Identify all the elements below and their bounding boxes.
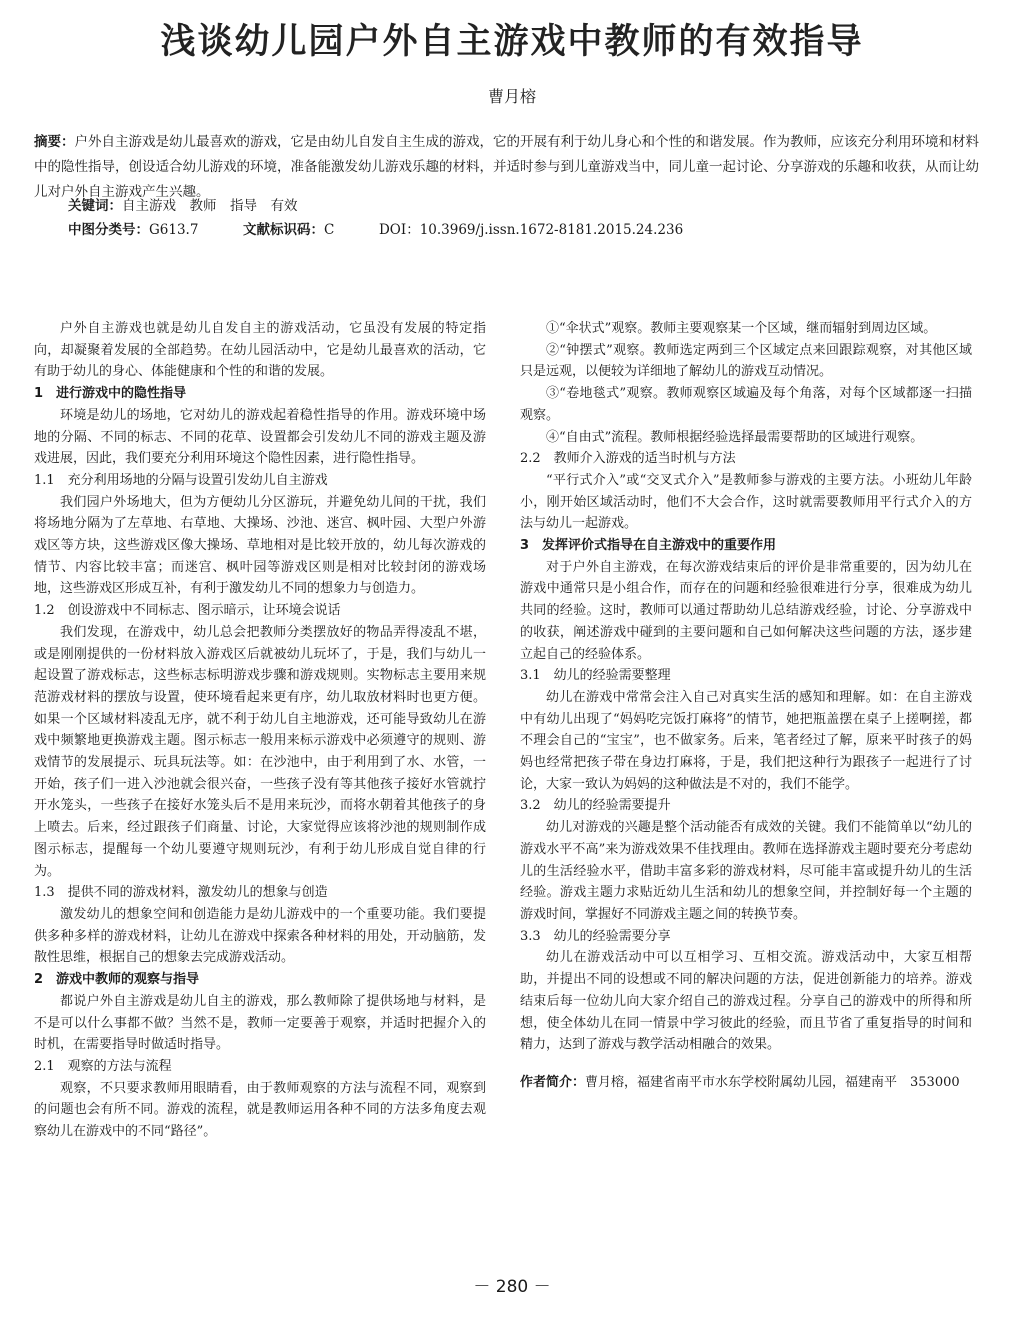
author-bio-text: 曹月榕，福建省南平市水东学校附属幼儿园，福建南平 353000	[585, 1074, 960, 1090]
keywords-label: 关键词：	[68, 198, 122, 214]
observation-method-4: ④“自由式”流程。教师根据经验选择最需要帮助的区域进行观察。	[546, 429, 924, 445]
section-3-1-paragraph: 幼儿在游戏中常常会注入自己对真实生活的感知和理解。如：在自主游戏中有幼儿出现了“妈妈吃完饭打麻将”的情节，她把瓶盖摆在桌子上搓啊搓，都不理会自己的“宝宝”，也不做家务。后来，笔者经过了解，原来平时孩子的妈妈也经常把孩子带在身边打麻将，于是，我们把这种行为跟孩子一起进行了讨论，大家一致认为妈妈的这种做法是不对的，我们不能学。	[520, 689, 972, 792]
abstract-label: 摘要：	[34, 134, 75, 150]
section-3-2-paragraph: 幼儿对游戏的兴趣是整个活动能否有成效的关键。我们不能简单以“幼儿的游戏水平不高”来为游戏效果不佳找理由。教师在选择游戏主题时要充分考虑幼儿的生活经验水平，借助丰富多彩的游戏材料，尽可能丰富或提升幼儿的生活经验。游戏主题力求贴近幼儿生活和幼儿的想象空间，并控制好每一个主题的游戏时间，掌握好不同游戏主题之间的转换节奏。	[520, 820, 972, 922]
left-column	[34, 318, 486, 1143]
section-3-paragraph: 对于户外自主游戏，在每次游戏结束后的评价是非常重要的，因为幼儿在游戏中通常只是小组合作，而存在的问题和经验很难进行分享，很难成为幼儿共同的经验。这时，教师可以通过帮助幼儿总结游戏经验，讨论、分享游戏中的收获，阐述游戏中碰到的主要问题和自己如何解决这些问题的方法，逐步建立起自己的经验体系。	[520, 559, 972, 662]
section-3-1-heading: 3.1 幼儿的经验需要整理	[520, 668, 671, 684]
section-1-3-heading: 1.3 提供不同的游戏材料，激发幼儿的想象与创造	[34, 885, 328, 901]
intro-paragraph: 户外自主游戏也就是幼儿自发自主的游戏活动，它虽没有发展的特定指向，却凝聚着发展的全部趋势。在幼儿园活动中，它是幼儿最喜欢的活动，它有助于幼儿的身心、体能健康和个性的和谐的发展。	[34, 321, 486, 380]
author-name: 曹月榕	[487, 87, 536, 106]
clc-value: G613.7	[149, 222, 199, 238]
section-1-1-paragraph: 我们园户外场地大，但为方便幼儿分区游玩，并避免幼儿间的干扰，我们将场地分隔为了左草地、右草地、大操场、沙池、迷宫、枫叶园、大型户外游戏区等方块，这些游戏区像大操场、草地相对是比较开放的，幼儿每次游戏的情节、内容比较丰富；而迷宫、枫叶园等游戏区则是相对比较封闭的游戏场地，这些游戏区形成互补，有利于激发幼儿不同的想象力与创造力。	[34, 494, 486, 597]
author-bio-label: 作者简介：	[520, 1074, 586, 1090]
section-1-paragraph: 环境是幼儿的场地，它对幼儿的游戏起着稳性指导的作用。游戏环境中场地的分隔、不同的标志、不同的花草、设置都会引发幼儿不同的游戏主题及游戏进展，因此，我们要充分利用环境这个隐性因素，进行隐性指导。	[34, 407, 486, 467]
section-2-2-paragraph: “平行式介入”或“交叉式介入”是教师参与游戏的主要方法。小班幼儿年龄小，刚开始区域活动时，他们不大会合作，这时就需要教师用平行式介入的方法与幼儿一起游戏。	[520, 472, 972, 532]
section-2-heading: 2 游戏中教师的观察与指导	[34, 972, 200, 988]
section-2-paragraph: 都说户外自主游戏是幼儿自主的游戏，那么教师除了提供场地与材料，是不是可以什么事都不做？当然不是，教师一定要善于观察，并适时把握介入的时机，在需要指导时做适时指导。	[34, 993, 486, 1053]
right-column	[520, 318, 972, 1094]
section-1-heading: 1 进行游戏中的隐性指导	[34, 386, 187, 402]
doc-code-value: C	[324, 222, 335, 238]
clc-label: 中图分类号：	[68, 222, 149, 238]
section-1-2-heading: 1.2 创设游戏中不同标志、图示暗示，让环境会说话	[34, 603, 341, 619]
section-3-3-paragraph: 幼儿在游戏活动中可以互相学习、互相交流。游戏活动中，大家互相帮助，并提出不同的设想或不同的解决问题的方法，促进创新能力的培养。游戏结束后每一位幼儿向大家介绍自己的游戏过程。分享自己的游戏中的所得和所想，使全体幼儿在同一情景中学习彼此的经验，而且节省了重复指导的时间和精力，达到了游戏与教学活动相融合的效果。	[520, 950, 972, 1053]
observation-method-2: ②“钟摆式”观察。教师选定两到三个区域定点来回跟踪观察，对其他区域只是远观，以便较为详细地了解幼儿的游戏互动情况。	[520, 342, 972, 380]
section-2-1-heading: 2.1 观察的方法与流程	[34, 1058, 172, 1074]
section-1-2-paragraph: 我们发现，在游戏中，幼儿总会把教师分类摆放好的物品弄得凌乱不堪，或是刚刚提供的一份材料放入游戏区后就被幼儿玩坏了，于是，我们与幼儿一起设置了游戏标志，这些标志标明游戏步骤和游戏规则。实物标志主要用来规范游戏材料的摆放与设置，使环境看起来更有序，幼儿取放材料时也更方便。如果一个区域材料凌乱无序，就不利于幼儿自主地游戏，还可能导致幼儿在游戏中频繁地更换游戏主题。图示标志一般用来标示游戏中必须遵守的规则、游戏情节的发展提示、玩具玩法等。如：在沙池中，由于利用到了水、水管，一开始，孩子们一进入沙池就会很兴奋，一些孩子没有等其他孩子接好水管就拧开水笼头，一些孩子在接好水笼头后不是用来玩沙，而将水朝着其他孩子的身上喷去。后来，经过跟孩子们商量、讨论，大家觉得应该将沙池的规则制作成图示标志，提醒每一个幼儿要遵守规则玩沙，有利于幼儿形成自觉自律的行为。	[34, 624, 486, 879]
observation-method-3: ③“卷地毯式”观察。教师观察区域遍及每个角落，对每个区域都逐一扫描观察。	[520, 386, 972, 423]
paper-title: 浅谈幼儿园户外自主游戏中教师的有效指导	[160, 22, 864, 62]
doc-code-label: 文献标识码：	[243, 222, 325, 238]
observation-method-1: ①“伞状式”观察。教师主要观察某一个区域，继而辐射到周边区域。	[546, 321, 937, 336]
section-3-heading: 3 发挥评价式指导在自主游戏中的重要作用	[520, 538, 777, 554]
section-1-3-paragraph: 激发幼儿的想象空间和创造能力是幼儿游戏中的一个重要功能。我们要提供多种多样的游戏材料，让幼儿在游戏中探索各种材料的用处，开动脑筋，发散性思维，根据自己的想象去完成游戏活动。	[34, 906, 486, 966]
section-3-2-heading: 3.2 幼儿的经验需要提升	[520, 798, 671, 814]
section-1-1-heading: 1.1 充分利用场地的分隔与设置引发幼儿自主游戏	[34, 472, 328, 488]
section-2-2-heading: 2.2 教师介入游戏的适当时机与方法	[520, 451, 736, 467]
keywords-text: 自主游戏 教师 指导 有效	[122, 198, 298, 214]
doi: DOI：10.3969/j.issn.1672-8181.2015.24.236	[378, 222, 684, 238]
abstract-text: 户外自主游戏是幼儿最喜欢的游戏，它是由幼儿自发自主生成的游戏，它的开展有利于幼儿身心和个性的和谐发展。作为教师，应该充分利用环境和材料中的隐性指导，创设适合幼儿游戏的环境，准备能激发幼儿游戏乐趣的材料，并适时参与到儿童游戏当中，同儿童一起讨论、分享游戏的乐趣和收获，从而让幼儿对户外自主游戏产生兴趣。	[34, 134, 979, 200]
section-3-3-heading: 3.3 幼儿的经验需要分享	[520, 928, 671, 944]
author-bio	[520, 1072, 972, 1094]
section-2-1-paragraph: 观察，不只要求教师用眼睛看，由于教师观察的方法与流程不同，观察到的问题也会有所不同。游戏的流程，就是教师运用各种不同的方法多角度去观察幼儿在游戏中的不同“路径”。	[34, 1080, 486, 1140]
keywords	[68, 194, 968, 218]
classification-line	[68, 218, 968, 242]
page-number: － 280 －	[473, 1277, 551, 1297]
